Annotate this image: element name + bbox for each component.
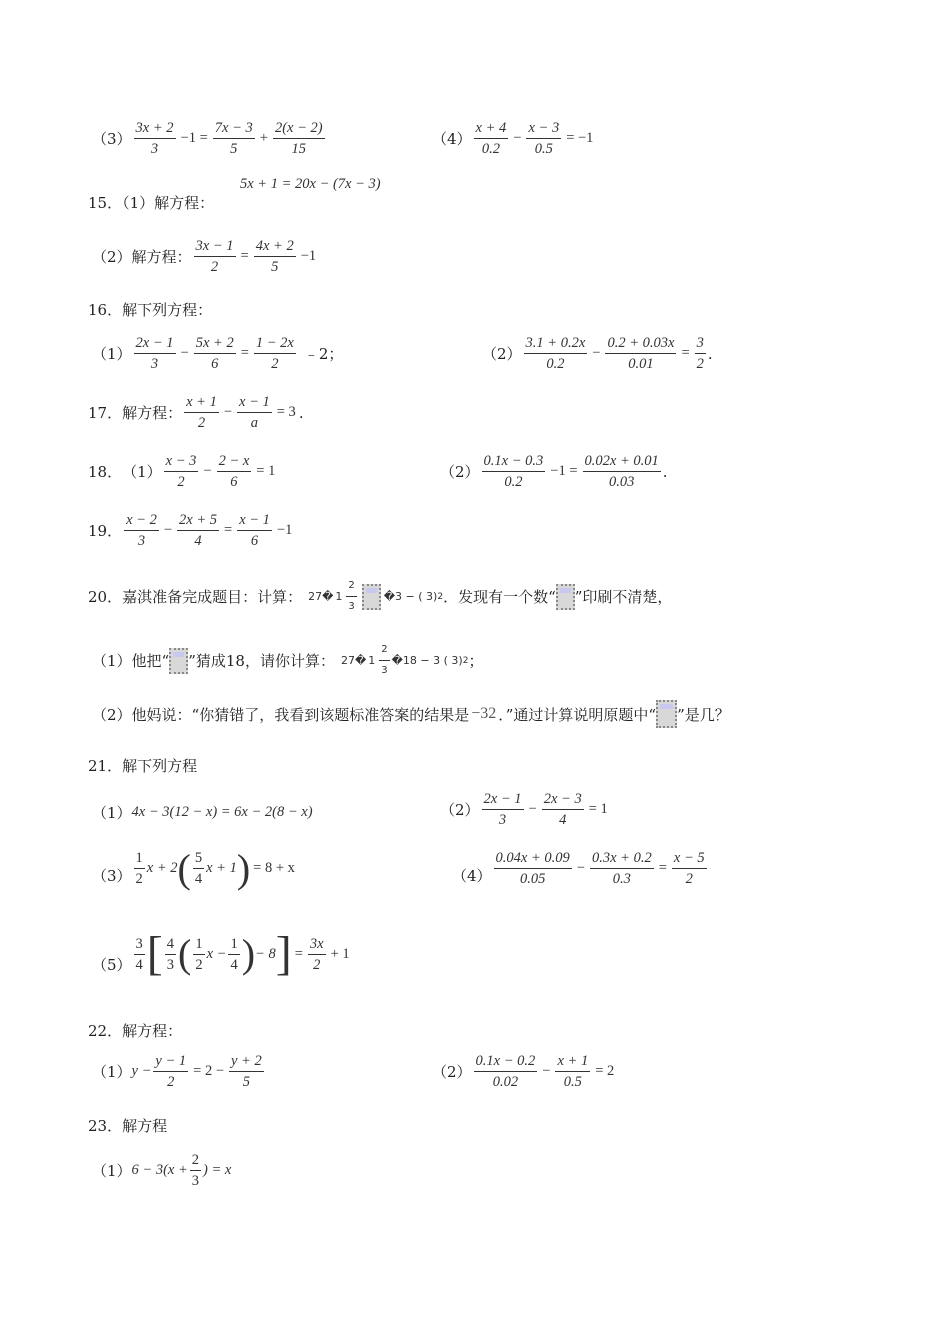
q22-part1: [92, 1051, 266, 1092]
fraction-numerator: 3x − 1: [194, 236, 236, 257]
fraction-numerator: 0.2 + 0.03x: [605, 333, 676, 354]
fraction-denominator: 0.2: [481, 141, 500, 157]
operator: −: [163, 522, 173, 538]
question-text: ．”通过计算说明原题中“: [498, 705, 657, 724]
equation: [182, 392, 299, 433]
fraction-numerator: x − 1: [237, 392, 272, 413]
operator: −: [180, 345, 189, 361]
fraction-denominator: 0.03: [608, 474, 635, 490]
fraction-denominator: 6: [250, 533, 259, 549]
unclear-number-box: [362, 584, 381, 610]
operator: −1 =: [180, 130, 208, 146]
part-label: （1）: [92, 804, 132, 822]
q21-title: 21．解下列方程: [88, 757, 198, 775]
fraction-numerator: 1: [193, 934, 204, 955]
operator: =: [681, 345, 690, 361]
equation: [192, 236, 320, 277]
expression: 6 − 3(x +: [131, 1162, 188, 1178]
q19: [88, 510, 295, 551]
fraction-numerator: 1: [134, 848, 145, 869]
question-text: ”猜成18，请你计算：: [188, 652, 335, 670]
question-number: 15．: [88, 194, 123, 212]
question-text: ；: [468, 652, 484, 670]
operator: −: [528, 801, 537, 817]
operator: + 1: [330, 945, 350, 962]
fraction-numerator: 7x − 3: [213, 118, 255, 139]
fraction-numerator: 3: [695, 333, 706, 354]
q18-part2: [440, 451, 668, 492]
fraction-numerator: 5x + 2: [194, 333, 236, 354]
garbled-text: 27�: [308, 590, 334, 603]
q14-part3: [92, 118, 327, 159]
part-label: （1）解方程：: [122, 194, 215, 212]
q20-part2: [92, 700, 730, 728]
q20-part1: [92, 640, 483, 681]
fraction-numerator: x − 5: [672, 848, 707, 869]
equation: [122, 510, 295, 551]
operator: = 2 −: [193, 1063, 224, 1079]
garbled-text: 27�: [340, 654, 367, 667]
equation: [132, 845, 298, 891]
unclear-number-box: [556, 584, 575, 610]
operator: = −1: [566, 130, 594, 146]
fraction-numerator: 2x + 5: [177, 510, 219, 531]
fraction-denominator: 4: [559, 812, 567, 828]
part-label: （3）: [92, 130, 132, 148]
expression: x −: [206, 945, 227, 962]
equation: [480, 451, 663, 492]
equation: 4x − 3(12 − x) = 6x − 2(8 − x): [131, 804, 313, 820]
fraction-denominator: 3: [137, 533, 146, 549]
fraction-numerator: x + 1: [184, 392, 219, 413]
garbled-text: 1: [368, 654, 376, 667]
part-label: （4）: [452, 867, 492, 885]
exponent: 2: [462, 655, 469, 666]
right-paren: ): [236, 845, 251, 891]
operator: = 1: [588, 801, 608, 817]
operator: −: [542, 1063, 551, 1079]
equation: [132, 333, 298, 374]
fraction-denominator: 0.2: [504, 474, 523, 490]
operator: = 3: [276, 404, 296, 420]
fraction-numerator: x + 1: [555, 1051, 590, 1072]
q21-part5: [92, 927, 353, 980]
fraction-denominator: 3: [381, 665, 388, 676]
equation: [522, 333, 708, 374]
part-label: （1）: [92, 1063, 132, 1081]
operator: = 2: [595, 1063, 615, 1079]
left-paren: (: [178, 931, 192, 976]
fraction-numerator: 2: [379, 640, 389, 661]
question-number: 19．: [88, 522, 123, 540]
operator: +: [259, 130, 268, 146]
equation: [162, 451, 279, 492]
part-label: （2）: [432, 1063, 472, 1081]
expression: x + 2: [146, 860, 178, 876]
fraction-denominator: 0.02: [492, 1074, 519, 1090]
fraction-numerator: 2(x − 2): [273, 118, 325, 139]
fraction-numerator: 2 − x: [217, 451, 252, 472]
q14-part4: [432, 118, 596, 159]
left-paren: (: [177, 845, 191, 891]
fraction-denominator: 4: [194, 871, 203, 887]
fraction-denominator: 3: [498, 812, 507, 828]
operator: −: [203, 463, 212, 479]
q15-part1: [88, 192, 214, 213]
fraction-denominator: 3: [348, 601, 355, 612]
fraction-numerator: 5: [193, 848, 204, 869]
question-title: 17．解方程：: [88, 404, 183, 422]
fraction-numerator: 3.1 + 0.2x: [524, 333, 588, 354]
operator: =: [240, 345, 249, 361]
fraction-denominator: 2: [167, 1074, 175, 1090]
fraction-denominator: 6: [230, 474, 238, 490]
fraction-denominator: 3: [150, 141, 159, 157]
part-label: （4）: [432, 130, 472, 148]
q16-part1: [92, 333, 343, 374]
fraction-denominator: 4: [194, 533, 202, 549]
expression: y −: [131, 1063, 152, 1079]
garbled-expression: [341, 640, 468, 681]
fraction-denominator: a: [250, 415, 258, 431]
q22-title: 22．解方程：: [88, 1022, 183, 1040]
question-text: ．发现有一个数“: [443, 588, 556, 606]
expression: x + 1: [206, 860, 237, 876]
fraction-denominator: 2: [197, 415, 206, 431]
q21-part2: [440, 789, 611, 830]
garbled-text: �3 − ( 3): [383, 590, 438, 603]
fraction-numerator: 3x: [308, 934, 326, 955]
fraction-denominator: 5: [242, 1074, 250, 1090]
q17: [88, 392, 304, 433]
q16-title: 16．解下列方程：: [88, 301, 213, 319]
operator: −: [223, 404, 233, 420]
q20-intro: [88, 576, 672, 617]
fraction-denominator: 0.05: [519, 871, 546, 887]
fraction-numerator: 2x − 3: [542, 789, 584, 810]
fraction-numerator: 2: [346, 576, 356, 597]
q22-part2: [432, 1051, 617, 1092]
q21-part4: [452, 848, 709, 889]
part-label: （2）: [440, 801, 480, 819]
part-label: （1）: [122, 463, 162, 481]
fraction-denominator: 2: [271, 356, 279, 372]
fraction-numerator: 0.3x + 0.2: [590, 848, 654, 869]
fraction-numerator: 4x + 2: [254, 236, 296, 257]
fraction-numerator: 3: [134, 934, 145, 955]
fraction-numerator: y + 2: [229, 1051, 264, 1072]
equation: [472, 118, 597, 159]
fraction-denominator: 3: [191, 1173, 200, 1189]
fraction-denominator: 2: [685, 871, 693, 887]
fraction-numerator: x − 3: [526, 118, 561, 139]
part-label: （1）: [92, 1162, 132, 1180]
equation: [472, 1051, 618, 1092]
fraction-denominator: 4: [135, 956, 143, 973]
question-text: ”是几？: [677, 705, 730, 724]
garbled-text: 1: [335, 590, 343, 603]
operator: =: [294, 945, 303, 962]
expression: − 8: [255, 945, 276, 962]
fraction-numerator: 2x − 1: [134, 333, 176, 354]
garbled-text: �18 − 3 ( 3): [391, 654, 463, 667]
q21-part3: [92, 845, 298, 891]
question-number: 18．: [88, 463, 123, 481]
part-label: （5）: [92, 955, 132, 974]
garbled-expression: [308, 576, 443, 617]
right-paren: ): [241, 931, 256, 976]
unclear-number-box: [169, 648, 188, 674]
fraction-denominator: 2: [135, 871, 143, 887]
q23-part1: [92, 1150, 231, 1191]
q16-part2: [482, 333, 713, 374]
operator: −1: [300, 248, 317, 264]
q18-part1: [88, 451, 278, 492]
fraction-numerator: 0.1x − 0.2: [474, 1051, 538, 1072]
fraction-denominator: 0.2: [546, 356, 565, 372]
operator: −: [576, 860, 585, 876]
fraction-denominator: 5: [230, 141, 238, 157]
fraction-denominator: 0.3: [612, 871, 631, 887]
fraction-denominator: 2: [177, 474, 185, 490]
part-label: （1）: [92, 345, 132, 363]
equation: [132, 1051, 266, 1092]
fraction-numerator: x − 1: [237, 510, 272, 531]
left-bracket: [: [146, 927, 163, 980]
equation: [132, 118, 327, 159]
fraction-numerator: 1: [228, 934, 239, 955]
operator: =: [240, 248, 249, 264]
equation: [132, 1150, 232, 1191]
operator: =: [658, 860, 667, 876]
fraction-denominator: 5: [271, 259, 279, 275]
operator: −: [592, 345, 601, 361]
operator: =: [224, 522, 233, 538]
equation: [492, 848, 709, 889]
fraction-denominator: 2: [210, 259, 219, 275]
operator: = 8 + x: [253, 860, 295, 876]
fraction-numerator: x + 4: [474, 118, 509, 139]
expression: ) = x: [203, 1162, 232, 1178]
equation-tail: .: [298, 403, 304, 422]
question-text: ”印刷不清楚，: [574, 588, 673, 606]
fraction-numerator: 0.1x − 0.3: [482, 451, 546, 472]
fraction-numerator: 2x − 1: [482, 789, 524, 810]
right-bracket: ]: [275, 927, 292, 980]
part-label: （2）解方程：: [92, 248, 192, 266]
fraction-numerator: x − 3: [164, 451, 199, 472]
question-text: 20．嘉淇准备完成题目：计算：: [88, 588, 303, 606]
fraction-numerator: x − 2: [124, 510, 159, 531]
equation: [132, 927, 353, 980]
operator: −1: [276, 522, 293, 538]
q15-part1-equation: 5x + 1 = 20x − (7x − 3): [240, 176, 381, 192]
exponent: 2: [437, 591, 444, 602]
fraction-denominator: 2: [195, 956, 203, 973]
fraction-denominator: 15: [291, 141, 306, 157]
fraction-denominator: 0.01: [628, 356, 654, 372]
operator: −: [513, 130, 522, 146]
fraction-denominator: 0.5: [534, 141, 553, 157]
answer-value: −32: [471, 705, 497, 722]
fraction-denominator: 3: [150, 356, 159, 372]
fraction-numerator: 3x + 2: [134, 118, 176, 139]
fraction-numerator: 1 − 2x: [254, 333, 296, 354]
q15-part2: [92, 236, 319, 277]
equation-tail: .: [707, 344, 713, 363]
q21-part1: [92, 802, 313, 823]
question-text: （1）他把“: [92, 652, 170, 670]
equation-tail: ﹣2；: [303, 345, 344, 363]
fraction-numerator: 2: [190, 1150, 201, 1171]
part-label: （3）: [92, 867, 132, 885]
fraction-denominator: 0.5: [563, 1074, 582, 1090]
equation-tail: .: [662, 462, 668, 481]
fraction-numerator: 4: [165, 934, 176, 955]
fraction-denominator: 6: [211, 356, 219, 372]
fraction-denominator: 2: [696, 356, 704, 372]
q23-title: 23．解方程: [88, 1117, 168, 1135]
question-text: （2）他妈说：“你猜错了，我看到该题标准答案的结果是: [92, 705, 470, 724]
fraction-numerator: 0.04x + 0.09: [494, 848, 572, 869]
fraction-denominator: 3: [166, 956, 175, 973]
part-label: （2）: [482, 345, 522, 363]
unclear-number-box: [656, 700, 677, 728]
part-label: （2）: [440, 463, 480, 481]
fraction-numerator: 0.02x + 0.01: [583, 451, 661, 472]
fraction-denominator: 4: [230, 956, 238, 973]
operator: −1 =: [550, 463, 578, 479]
fraction-denominator: 2: [313, 956, 321, 973]
fraction-numerator: y − 1: [153, 1051, 188, 1072]
equation: [480, 789, 611, 830]
operator: = 1: [256, 463, 276, 479]
